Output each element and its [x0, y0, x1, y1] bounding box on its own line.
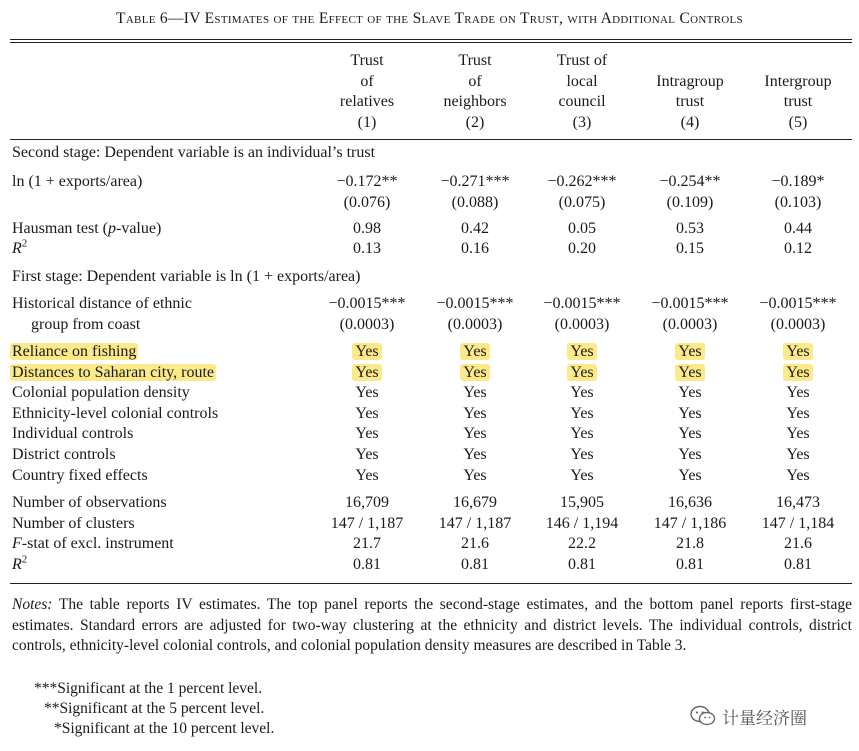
fstat-label [12, 534, 174, 554]
watermark [690, 702, 807, 730]
control-row-2-col-1 [313, 363, 421, 383]
control-label: Country fixed effects [12, 466, 148, 484]
control-row-7-col-1: Yes [355, 466, 379, 484]
column-number: (4) [680, 113, 700, 131]
highlight-mark: Yes [567, 343, 596, 360]
obs-col-2: 16,679 [453, 494, 497, 511]
sig-10-text: Significant at the 10 percent level. [61, 720, 275, 737]
header-rule [10, 139, 852, 140]
bottom-rule [10, 583, 852, 584]
sig-1-percent [34, 679, 262, 699]
control-label: Reliance on fishing [12, 343, 137, 360]
highlight-mark [10, 343, 138, 360]
exports-se-col-5: (0.103) [774, 193, 822, 211]
distance-coef-col-3: −0.0015*** [543, 295, 621, 312]
r2-second-col-2: 0.16 [461, 240, 489, 257]
control-row-3-col-4: Yes [678, 384, 702, 402]
obs-label [12, 493, 167, 513]
clusters-label [12, 514, 135, 534]
distance-se-col-5: (0.0003) [770, 316, 826, 333]
control-row-2-col-4 [636, 363, 744, 383]
fstat-col-3: 22.2 [568, 535, 596, 552]
highlight-mark: Yes [460, 343, 489, 360]
distance-label-1 [12, 294, 192, 314]
highlight-mark [10, 364, 216, 381]
control-row-6-col-4: Yes [678, 446, 702, 463]
control-row-1-col-4 [636, 342, 744, 362]
highlight-mark: Yes [783, 364, 812, 381]
fstat-f: F [12, 535, 22, 552]
sig-10-mark: * [54, 720, 62, 737]
column-header-line: trust [675, 93, 705, 110]
distance-label-2: group from coast [31, 316, 141, 333]
distance-coef-col-1: −0.0015*** [328, 295, 406, 312]
first-stage-header [12, 267, 360, 287]
control-label: District controls [12, 446, 116, 463]
control-row-4-col-2: Yes [463, 404, 487, 422]
column-header-1 [313, 51, 421, 133]
r2-second-col-1: 0.13 [353, 240, 381, 257]
r2-first-col-4: 0.81 [676, 556, 704, 573]
highlight-mark: Yes [460, 364, 489, 381]
sig-1-mark: *** [34, 680, 58, 697]
fstat-col-2: 21.6 [461, 535, 489, 552]
distance-coef-col-5: −0.0015*** [759, 295, 837, 312]
hausman-pre: Hausman test ( [12, 220, 108, 237]
column-header-line: local [566, 72, 598, 90]
control-row-7-col-3: Yes [570, 466, 594, 484]
control-row-label [12, 445, 116, 465]
notes-body: The table reports IV estimates. The top panel reports the second-stage estimates, and the bottom panel reports first-stage estimates. Standard errors are adjusted for two-way clustering at the ethnicity and district levels. The individual controls, district controls, ethnicity-level colonial controls, and colonial population density measures are described in Table 3. [12, 596, 852, 654]
distance-text-1: Historical distance of ethnic [12, 295, 192, 312]
control-row-1-col-3 [528, 342, 636, 362]
column-header-2 [421, 51, 529, 133]
control-row-label [12, 424, 133, 444]
sig-5-percent [44, 699, 264, 719]
r2-r: R [12, 556, 22, 573]
control-row-5-col-5: Yes [786, 425, 810, 443]
sig-10-percent [54, 719, 274, 739]
fstat-rest: -stat of excl. instrument [21, 535, 174, 552]
column-header-4 [636, 51, 744, 133]
control-label: Ethnicity-level colonial controls [12, 404, 219, 422]
control-row-label [12, 383, 190, 403]
r2-second-col-5: 0.12 [784, 240, 812, 257]
top-rule [10, 39, 852, 40]
control-row-4-col-4: Yes [678, 404, 702, 422]
r2-first-col-3: 0.81 [568, 556, 596, 573]
column-header-line: Intergroup [764, 72, 832, 90]
control-row-3-col-1: Yes [355, 384, 379, 402]
exports-label [12, 172, 142, 192]
exports-se-col-3: (0.075) [558, 193, 606, 211]
highlight-mark: Yes [675, 364, 704, 381]
r2-first-col-5: 0.81 [784, 556, 812, 573]
column-header-line: of [360, 72, 374, 90]
column-header-line: Trust of [556, 52, 608, 69]
column-header-3 [528, 51, 636, 133]
r2-sup: 2 [21, 553, 28, 566]
hausman-col-5: 0.44 [784, 220, 812, 237]
control-row-3-col-3: Yes [570, 384, 594, 402]
control-row-1-col-1 [313, 342, 421, 362]
r2-second-col-3: 0.20 [568, 240, 596, 257]
watermark-text: 计量经济圈 [722, 708, 807, 729]
distance-se-col-4: (0.0003) [662, 316, 718, 333]
column-header-line [636, 51, 744, 72]
distance-coef-col-2: −0.0015*** [436, 295, 514, 312]
distance-coef-col-4: −0.0015*** [651, 295, 729, 312]
control-row-label [12, 342, 138, 362]
notes-lead: Notes: [12, 596, 53, 613]
hausman-col-1: 0.98 [353, 220, 381, 237]
obs-col-3: 15,905 [560, 494, 604, 511]
distance-se-col-2: (0.0003) [447, 316, 503, 333]
control-row-6-col-1: Yes [355, 446, 379, 463]
control-row-5-col-4: Yes [678, 425, 702, 443]
obs-col-5: 16,473 [776, 494, 820, 511]
column-number: (3) [572, 113, 592, 131]
hausman-label [12, 219, 161, 239]
column-header-line: relatives [339, 93, 395, 110]
exports-se-col-1: (0.076) [343, 193, 391, 211]
top-rule-2 [10, 42, 852, 43]
r2-r: R [12, 240, 22, 257]
second-stage-text: Second stage: Dependent variable is an individual’s trust [12, 144, 376, 161]
control-row-7-col-5: Yes [786, 466, 810, 484]
control-row-2-col-3 [528, 363, 636, 383]
exports-coef-col-3: −0.262*** [547, 173, 617, 190]
control-label: Individual controls [12, 425, 134, 443]
control-row-4-col-1: Yes [355, 404, 379, 422]
clusters-col-2: 147 / 1,187 [438, 515, 512, 532]
highlight-mark: Yes [567, 364, 596, 381]
obs-col-1: 16,709 [345, 494, 389, 511]
fstat-col-4: 21.8 [676, 535, 704, 552]
column-header-line: trust [783, 93, 813, 110]
obs-col-4: 16,636 [668, 494, 712, 511]
column-number: (5) [788, 113, 808, 131]
column-number: (2) [465, 113, 485, 131]
exports-se-col-4: (0.109) [666, 193, 714, 211]
r2-first-col-1: 0.81 [353, 556, 381, 573]
obs-text: Number of observations [12, 494, 167, 511]
table-number: Table 6 [116, 10, 168, 27]
column-header-line: Trust [458, 52, 492, 69]
hausman-col-2: 0.42 [461, 220, 489, 237]
hausman-col-4: 0.53 [676, 220, 704, 237]
control-row-6-col-3: Yes [570, 446, 594, 463]
column-header-line: neighbors [443, 93, 507, 110]
control-row-2-col-2 [421, 363, 529, 383]
control-label: Distances to Saharan city, route [12, 363, 215, 381]
fstat-col-1: 21.7 [353, 535, 381, 552]
column-header-line [744, 51, 852, 72]
r2-label-second [12, 239, 27, 259]
clusters-col-5: 147 / 1,184 [761, 515, 835, 532]
clusters-col-3: 146 / 1,194 [545, 515, 619, 532]
control-row-4-col-3: Yes [570, 404, 594, 422]
distance-se-col-3: (0.0003) [554, 316, 610, 333]
control-row-label [12, 466, 148, 486]
highlight-mark: Yes [352, 343, 381, 360]
r2-label-first [12, 555, 27, 575]
distance-se-col-1: (0.0003) [339, 316, 395, 333]
hausman-col-3: 0.05 [568, 220, 596, 237]
control-row-label [12, 404, 218, 424]
highlight-mark: Yes [675, 343, 704, 360]
clusters-col-1: 147 / 1,187 [330, 515, 404, 532]
column-header-line: council [558, 93, 606, 110]
clusters-col-4: 147 / 1,186 [653, 515, 727, 532]
column-header-5 [744, 51, 852, 133]
control-row-1-col-5 [744, 342, 852, 362]
control-row-5-col-3: Yes [570, 425, 594, 443]
hausman-p: p [107, 220, 116, 237]
control-row-2-col-5 [744, 363, 852, 383]
fstat-col-5: 21.6 [784, 535, 812, 552]
exports-coef-col-5: −0.189* [771, 173, 825, 190]
highlight-mark: Yes [783, 343, 812, 360]
column-header-line: of [468, 72, 482, 90]
r2-second-col-4: 0.15 [676, 240, 704, 257]
table-title [0, 10, 859, 28]
control-row-6-col-5: Yes [786, 446, 810, 463]
first-stage-text: First stage: Dependent variable is ln (1 + exports/area) [12, 268, 361, 285]
control-row-7-col-2: Yes [463, 466, 487, 484]
control-row-1-col-2 [421, 342, 529, 362]
exports-coef-col-4: −0.254** [659, 173, 721, 190]
clusters-text: Number of clusters [12, 515, 135, 532]
control-row-3-col-2: Yes [463, 384, 487, 402]
control-row-5-col-1: Yes [355, 425, 379, 443]
hausman-post: -value) [115, 220, 162, 237]
control-row-3-col-5: Yes [786, 384, 810, 402]
control-row-6-col-2: Yes [463, 446, 487, 463]
title-dash: — [167, 10, 184, 27]
control-row-label [12, 363, 216, 383]
highlight-mark: Yes [352, 364, 381, 381]
column-header-line: Intragroup [656, 72, 724, 90]
exports-se-col-2: (0.088) [451, 193, 499, 211]
wechat-icon [690, 705, 716, 727]
r2-first-col-2: 0.81 [461, 556, 489, 573]
sig-5-text: Significant at the 5 percent level. [59, 700, 265, 717]
column-number: (1) [357, 113, 377, 131]
exports-text: ln (1 + exports/area) [12, 173, 143, 190]
exports-coef-col-2: −0.271*** [440, 173, 510, 190]
r2-sup: 2 [21, 237, 28, 250]
sig-1-text: Significant at the 1 percent level. [57, 680, 263, 697]
control-row-5-col-2: Yes [463, 425, 487, 443]
table-caption: IV Estimates of the Effect of the Slave Trade on Trust, with Additional Controls [183, 10, 743, 27]
column-header-line: Trust [350, 52, 384, 69]
exports-coef-col-1: −0.172** [336, 173, 398, 190]
table-notes [12, 595, 852, 657]
control-row-4-col-5: Yes [786, 404, 810, 422]
control-label: Colonial population density [12, 384, 190, 402]
sig-5-mark: ** [44, 700, 60, 717]
control-row-7-col-4: Yes [678, 466, 702, 484]
second-stage-header [12, 143, 375, 163]
